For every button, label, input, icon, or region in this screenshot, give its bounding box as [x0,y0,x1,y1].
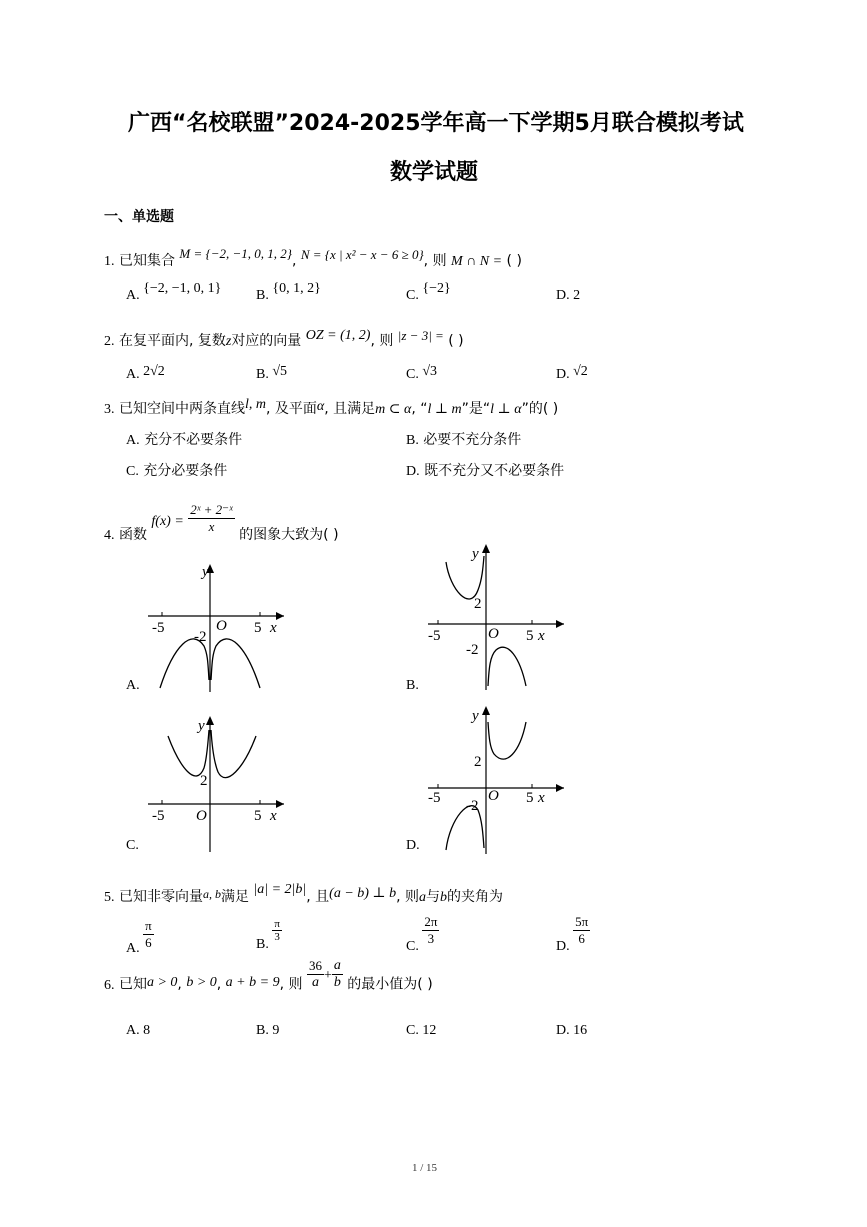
svg-text:y: y [472,546,479,562]
svg-text:y: y [198,718,205,734]
tick-neg2: -2 [194,629,207,645]
q1-option-c[interactable]: C. {−2} [406,281,451,303]
tick-pos5: 5 [254,620,262,636]
svg-text:-5: -5 [428,790,441,806]
svg-text:-5: -5 [152,808,165,824]
vector-oz: OZ = (1, 2) [305,328,371,343]
intersection-expr: M ∩ N = [451,254,503,269]
page-subtitle: 数学试题 [390,160,479,185]
svg-text:5: 5 [526,628,534,644]
q1-option-b[interactable]: B. {0, 1, 2} [256,281,321,303]
q4-option-b-label[interactable]: B. [406,678,419,693]
q5-option-a[interactable]: A. $\frac{\pi}{6}$ [126,918,152,956]
svg-text:5: 5 [526,790,534,806]
q2-option-c[interactable]: C. √3 [406,364,438,382]
question-3: 3. 已知空间中两条直线l, m, 及平面α, 且满足m ⊂ α, “l ⊥ m”是“l ⊥ α”的( ) [104,397,559,417]
svg-text:-5: -5 [428,628,441,644]
q2-option-b[interactable]: B. √5 [256,364,288,382]
origin-label: O [216,618,227,634]
question-text: 已知集合 [118,253,175,269]
modulus-expr: |z − 3| = [397,328,444,343]
q5-option-b[interactable]: B. $\frac{\pi}{3}$ [256,918,280,952]
q4-option-c-label[interactable]: C. [126,838,139,853]
svg-text:O: O [196,808,207,824]
fraction-36-over-a: $\frac{36}{a}$ [308,958,322,990]
question-4: 4. 函数 f(x) = $\frac{\text{2ˣ + 2⁻ˣ}}{x}$ 的图象大致为( ) [104,502,339,543]
q5-option-c[interactable]: C. $\frac{2\pi}{3}$ [406,914,438,954]
q1-option-a[interactable]: A. {−2, −1, 0, 1} [126,281,222,303]
tick-neg5: -5 [152,620,165,636]
q3-option-c[interactable]: C. 充分必要条件 [126,463,228,479]
page-number: 1 / 15 [412,1162,438,1174]
axis-label-x: x [270,620,277,636]
question-1: 1. 已知集合 M = {−2, −1, 0, 1, 2}, N = {x | x² − x − 6 ≥ 0}, 则 M ∩ N = ( ) [104,246,522,269]
q3-option-d[interactable]: D. 既不充分又不必要条件 [406,463,565,479]
svg-text:x: x [538,628,545,644]
q6-option-b[interactable]: B. 9 [256,1023,280,1038]
q1-option-d[interactable]: D. 2 [556,288,581,303]
svg-text:2: 2 [474,754,482,770]
q6-option-a[interactable]: A. 8 [126,1023,151,1038]
q6-option-d[interactable]: D. 16 [556,1023,588,1038]
fraction-a-over-b: $\frac{a}{b}$ [333,958,341,990]
svg-text:-2: -2 [466,642,479,658]
q4-graph-a[interactable] [140,560,290,695]
q4-option-a-label[interactable]: A. [126,678,140,693]
q4-graph-d[interactable] [420,702,570,857]
q3-option-b[interactable]: B. 必要不充分条件 [406,432,522,448]
svg-text:2: 2 [200,773,208,789]
q2-option-d[interactable]: D. √2 [556,364,588,382]
q5-option-d[interactable]: D. $\frac{5\pi}{6}$ [556,914,589,954]
axis-label-y: y [202,564,209,580]
q4-option-d-label[interactable]: D. [406,838,420,853]
set-n: N = {x | x² − x − 6 ≥ 0} [300,247,424,262]
set-m: M = {−2, −1, 0, 1, 2} [179,246,292,261]
q3-option-a[interactable]: A. 充分不必要条件 [126,432,243,448]
svg-text:x: x [270,808,277,824]
svg-text:5: 5 [254,808,262,824]
svg-text:2: 2 [474,596,482,612]
page-title: 广西“名校联盟”2024-2025学年高一下学期5月联合模拟考试 [128,111,744,136]
question-2: 2. 在复平面内, 复数z对应的向量 OZ = (1, 2), 则 |z − 3| = ( ) [104,328,464,349]
q4-graph-b[interactable] [420,540,570,695]
function-fraction: $\frac{\text{2ˣ + 2⁻ˣ}}{x}$ [190,502,233,534]
question-5: 5. 已知非零向量a, b满足 |a| = 2|b|, 且(a − b) ⊥ b, 则a与b的夹角为 [104,882,503,905]
svg-text:y: y [472,708,479,724]
q6-option-c[interactable]: C. 12 [406,1023,437,1038]
svg-text:-2: -2 [466,798,479,814]
section-heading: 一、单选题 [104,209,174,225]
question-6: 6. 已知a > 0, b > 0, a + b = 9, 则 $\frac{36}{a}$ + $\frac{a}{b}$ 的最小值为( ) [104,958,433,993]
svg-text:x: x [538,790,545,806]
q4-graph-c[interactable] [140,712,290,857]
q2-option-a[interactable]: A. 2√2 [126,364,165,382]
svg-text:O: O [488,626,499,642]
svg-text:O: O [488,788,499,804]
question-number: 1. [104,254,115,269]
